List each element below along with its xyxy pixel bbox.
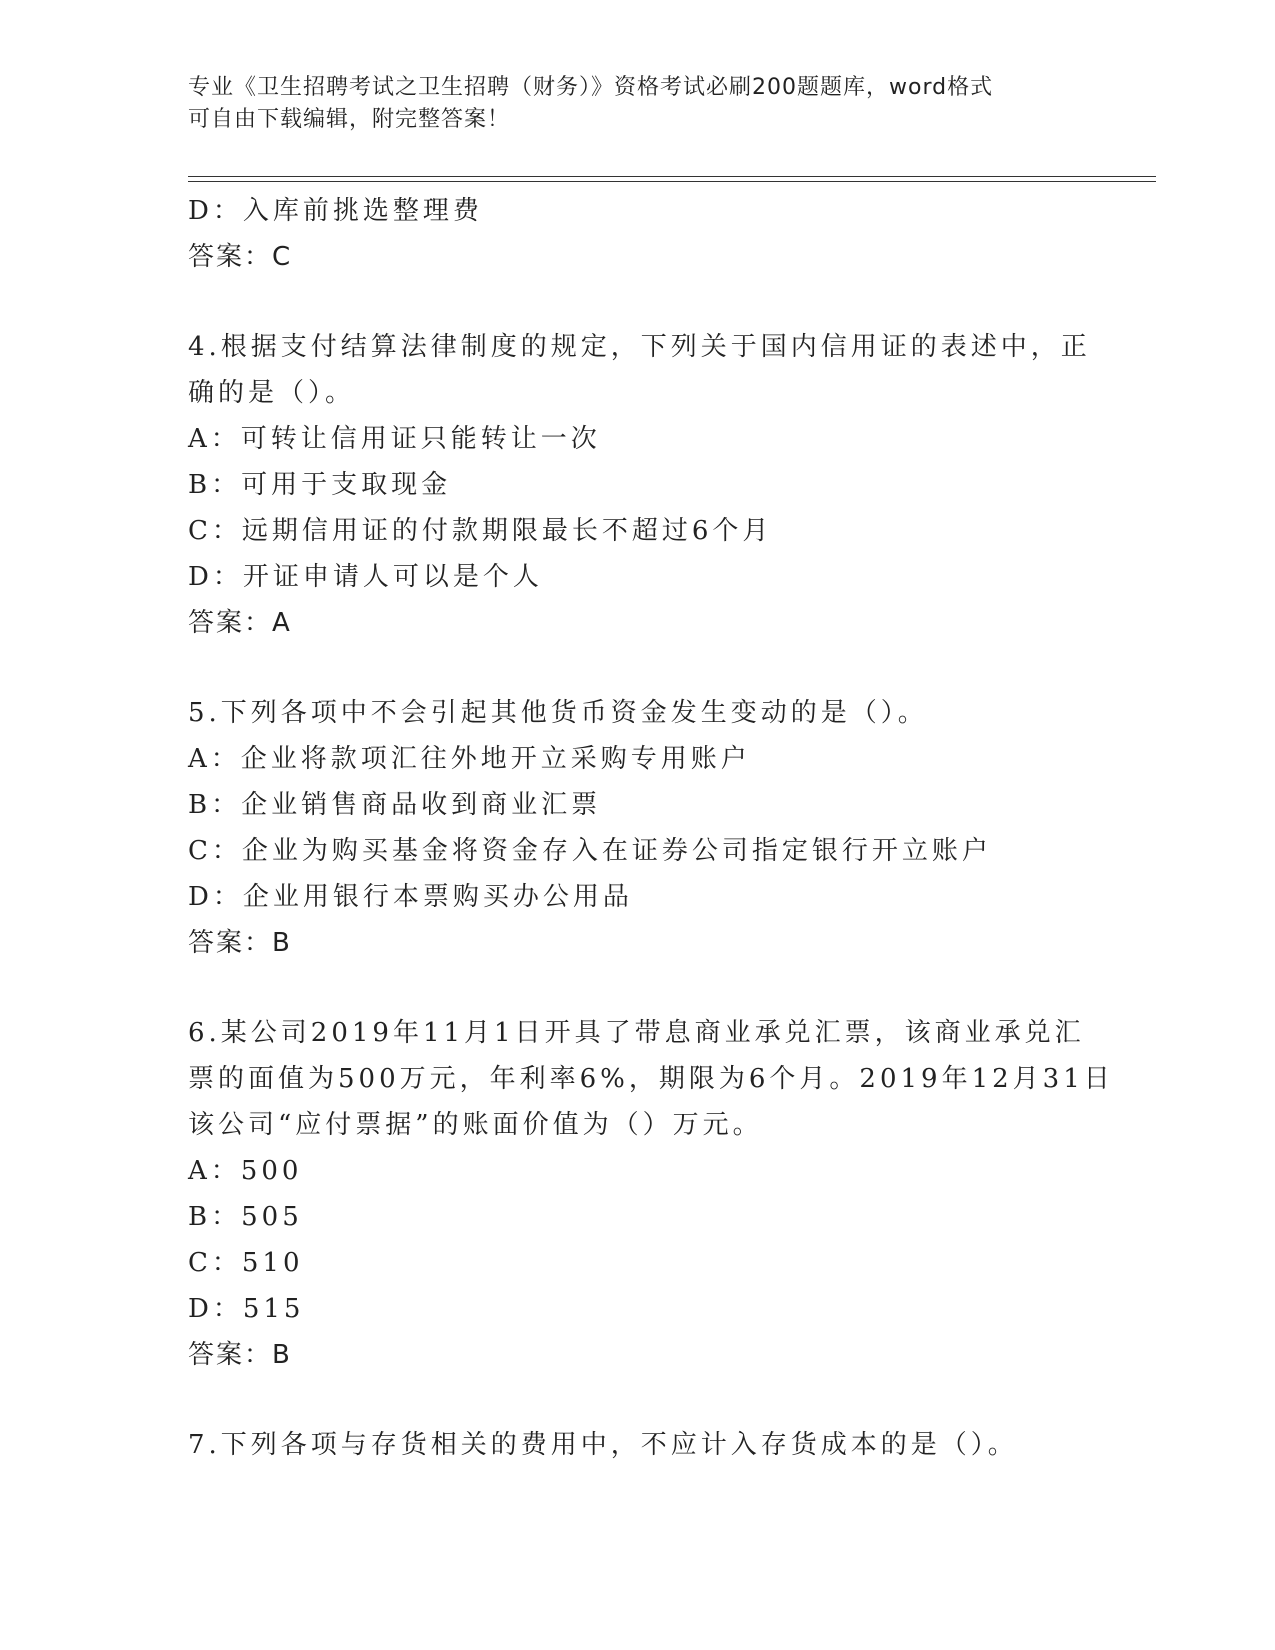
question-7 bbox=[188, 1422, 1088, 1468]
question-6-option-c: C：510 bbox=[188, 1248, 304, 1278]
document-body bbox=[188, 188, 1114, 1468]
question-3-answer: 答案：C bbox=[188, 242, 293, 272]
header-divider-bottom bbox=[188, 181, 1156, 182]
question-3 bbox=[188, 188, 1088, 280]
question-5 bbox=[188, 690, 1088, 966]
question-4 bbox=[188, 324, 1091, 646]
question-6-stem-line-2: 票的面值为500万元，年利率6%，期限为6个月。2019年12月31日 bbox=[188, 1064, 1114, 1094]
question-6-stem-line-1: 6.某公司2019年11月1日开具了带息商业承兑汇票，该商业承兑汇 bbox=[188, 1018, 1085, 1048]
question-4-option-b: B：可用于支取现金 bbox=[188, 470, 452, 500]
spacer bbox=[188, 1378, 1088, 1422]
header-title-line-1: 专业《卫生招聘考试之卫生招聘（财务）》资格考试必刷200题题库，word格式 bbox=[188, 75, 994, 100]
question-5-stem-line-1: 5.下列各项中不会引起其他货币资金发生变动的是（）。 bbox=[188, 698, 928, 728]
question-4-stem-line-2: 确的是（）。 bbox=[188, 378, 356, 408]
question-5-answer: 答案：B bbox=[188, 928, 292, 958]
question-4-stem-line-1: 4.根据支付结算法律制度的规定，下列关于国内信用证的表述中，正 bbox=[188, 332, 1091, 362]
header-divider-top bbox=[188, 176, 1156, 177]
spacer bbox=[188, 646, 1088, 690]
spacer bbox=[188, 966, 1088, 1010]
question-6-option-d: D：515 bbox=[188, 1294, 305, 1324]
document-header bbox=[188, 72, 1088, 136]
question-6 bbox=[188, 1010, 1114, 1378]
question-6-answer: 答案：B bbox=[188, 1340, 292, 1370]
question-7-stem-line-1: 7.下列各项与存货相关的费用中，不应计入存货成本的是（）。 bbox=[188, 1430, 1018, 1460]
spacer bbox=[188, 280, 1088, 324]
question-5-option-b: B：企业销售商品收到商业汇票 bbox=[188, 790, 602, 820]
question-6-stem-line-3: 该公司“应付票据”的账面价值为（）万元。 bbox=[188, 1110, 763, 1140]
question-6-option-b: B：505 bbox=[188, 1202, 303, 1232]
question-4-option-a: A：可转让信用证只能转让一次 bbox=[188, 424, 601, 454]
question-4-option-d: D：开证申请人可以是个人 bbox=[188, 562, 543, 592]
question-4-option-c: C：远期信用证的付款期限最长不超过6个月 bbox=[188, 516, 773, 546]
question-3-option-d: D：入库前挑选整理费 bbox=[188, 196, 483, 226]
question-5-option-c: C：企业为购买基金将资金存入在证券公司指定银行开立账户 bbox=[188, 836, 992, 866]
question-5-option-a: A：企业将款项汇往外地开立采购专用账户 bbox=[188, 744, 751, 774]
header-title-line-2: 可自由下载编辑，附完整答案！ bbox=[188, 107, 511, 132]
question-5-option-d: D：企业用银行本票购买办公用品 bbox=[188, 882, 633, 912]
question-6-option-a: A：500 bbox=[188, 1156, 303, 1186]
question-4-answer: 答案：A bbox=[188, 608, 292, 638]
